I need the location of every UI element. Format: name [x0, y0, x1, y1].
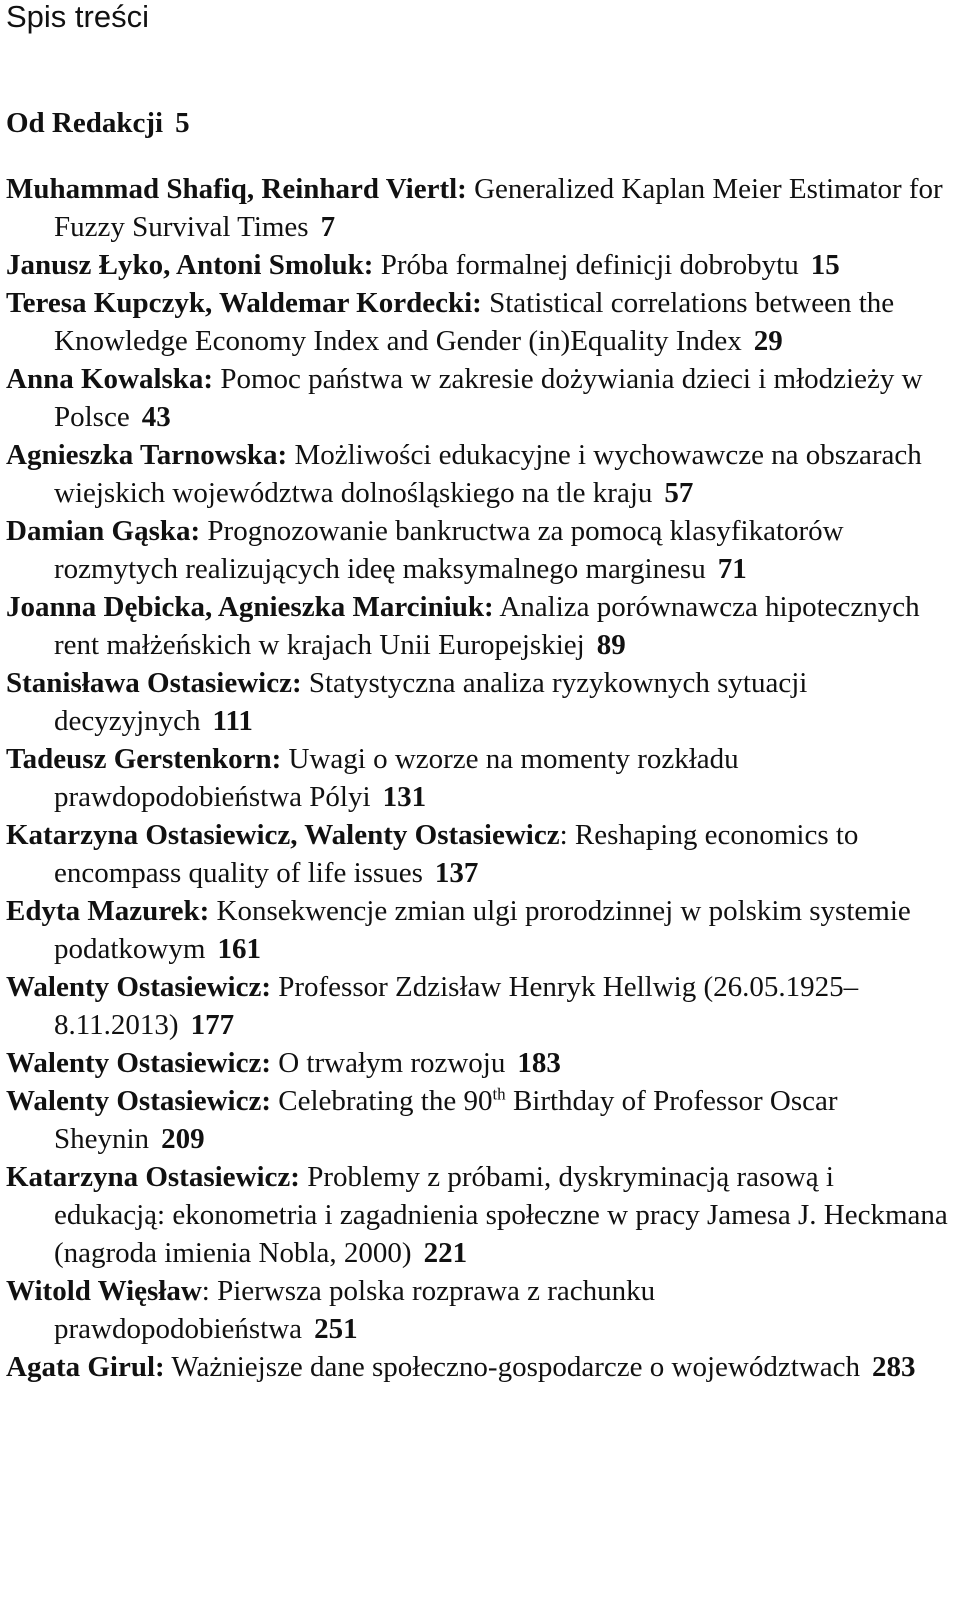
entry-page-number: 7	[320, 211, 336, 243]
entry-title: Statistical correlations between the Knowledge Economy Index and Gender (in)Equality Index	[54, 287, 895, 357]
entry-authors: Stanisława Ostasiewicz:	[6, 667, 302, 699]
toc-entry	[6, 246, 951, 284]
toc-entry	[6, 892, 951, 968]
entry-title: Statystyczna analiza ryzykownych sytuacji decyzyjnych	[54, 667, 808, 737]
entry-page-number: 209	[161, 1123, 205, 1155]
entry-page-number: 57	[664, 477, 694, 509]
entry-page-number: 161	[217, 933, 261, 965]
entry-authors: Walenty Ostasiewicz:	[6, 971, 271, 1003]
toc-entry	[6, 284, 951, 360]
toc-entry	[6, 1158, 951, 1272]
entry-authors: Damian Gąska:	[6, 515, 201, 547]
entry-authors: Edyta Mazurek:	[6, 895, 210, 927]
entry-title: Problemy z próbami, dyskryminacją rasową i edukacją: ekonometria i zagadnienia społeczne w pracy Jamesa J. Heckmana (nagroda imienia Nobla, 2000)	[54, 1161, 948, 1269]
entry-title: Od Redakcji	[6, 107, 164, 139]
toc-entry	[6, 170, 951, 246]
entry-title: Ważniejsze dane społeczno-gospodarcze o województwach	[171, 1351, 860, 1383]
toc-entry	[6, 1082, 951, 1158]
toc-entry	[6, 588, 951, 664]
entry-title: Konsekwencje zmian ulgi prorodzinnej w polskim systemie podatkowym	[54, 895, 911, 965]
entry-title-part: Celebrating the 90	[278, 1085, 493, 1117]
entry-page-number: 283	[871, 1351, 916, 1383]
entry-title-part: Birthday of Professor Oscar Sheynin	[54, 1085, 838, 1155]
entry-authors: Witold Więsław	[6, 1275, 202, 1307]
entry-page-number: 251	[314, 1313, 358, 1345]
entry-page-number: 29	[753, 325, 783, 357]
page-title: Spis treści	[6, 0, 149, 34]
entry-page-number: 183	[517, 1047, 561, 1079]
toc-entry	[6, 360, 951, 436]
entry-page-number: 221	[423, 1237, 468, 1269]
entry-page-number: 111	[212, 705, 253, 737]
toc-entry	[6, 1348, 951, 1386]
entry-title: O trwałym rozwoju	[278, 1047, 506, 1079]
entry-title: Analiza porównawcza hipotecznych rent małżeńskich w krajach Unii Europejskiej	[54, 591, 920, 661]
entry-authors: Katarzyna Ostasiewicz, Walenty Ostasiewicz	[6, 819, 560, 851]
toc-entry	[6, 512, 951, 588]
entry-separator: :	[201, 1275, 210, 1307]
entry-separator: :	[559, 819, 568, 851]
entry-title: Pomoc państwa w zakresie dożywiania dzieci i młodzieży w Polsce	[54, 363, 923, 433]
toc-entry	[6, 1272, 951, 1348]
entry-page-number: 71	[717, 553, 747, 585]
entry-title: Próba formalnej definicji dobrobytu	[380, 249, 799, 281]
entry-title: Uwagi o wzorze na momenty rozkładu prawdopodobieństwa Pólyi	[54, 743, 739, 813]
toc-entry	[6, 436, 951, 512]
toc-entry	[6, 664, 951, 740]
entry-authors: Teresa Kupczyk, Waldemar Kordecki:	[6, 287, 482, 319]
entry-title: Professor Zdzisław Henryk Hellwig (26.05.1925–8.11.2013)	[54, 971, 859, 1041]
entry-page-number: 177	[190, 1009, 235, 1041]
entry-page-number: 89	[596, 629, 626, 661]
toc-entry	[6, 816, 951, 892]
entry-authors: Katarzyna Ostasiewicz:	[6, 1161, 300, 1193]
entry-title: Generalized Kaplan Meier Estimator for Fuzzy Survival Times	[54, 173, 943, 243]
ordinal-superscript: th	[492, 1084, 506, 1104]
entry-title: Reshaping economics to encompass quality of life issues	[54, 819, 859, 889]
entry-authors: Agata Girul:	[6, 1351, 165, 1383]
entry-authors: Tadeusz Gerstenkorn:	[6, 743, 282, 775]
entry-authors: Muhammad Shafiq, Reinhard Viertl:	[6, 173, 467, 205]
entry-title: Pierwsza polska rozprawa z rachunku prawdopodobieństwa	[54, 1275, 656, 1345]
entry-authors: Walenty Ostasiewicz:	[6, 1085, 271, 1117]
table-of-contents	[6, 104, 951, 1386]
entry-authors: Walenty Ostasiewicz:	[6, 1047, 271, 1079]
entry-page-number: 131	[382, 781, 427, 813]
entry-page-number: 5	[175, 107, 190, 139]
entry-title: Prognozowanie bankructwa za pomocą klasyfikatorów rozmytych realizujących ideę maksymalnego marginesu	[54, 515, 844, 585]
toc-entry-editorial	[6, 104, 951, 142]
entry-page-number: 137	[434, 857, 479, 889]
entry-page-number: 43	[141, 401, 171, 433]
entry-authors: Joanna Dębicka, Agnieszka Marciniuk:	[6, 591, 494, 623]
entry-title: Możliwości edukacyjne i wychowawcze na obszarach wiejskich województwa dolnośląskiego na tle kraju	[54, 439, 922, 509]
entry-authors: Anna Kowalska:	[6, 363, 214, 395]
toc-entry	[6, 740, 951, 816]
toc-entry	[6, 1044, 951, 1082]
entry-authors: Janusz Łyko, Antoni Smoluk:	[6, 249, 374, 281]
entry-page-number: 15	[810, 249, 840, 281]
entry-authors: Agnieszka Tarnowska:	[6, 439, 288, 471]
toc-entry	[6, 968, 951, 1044]
